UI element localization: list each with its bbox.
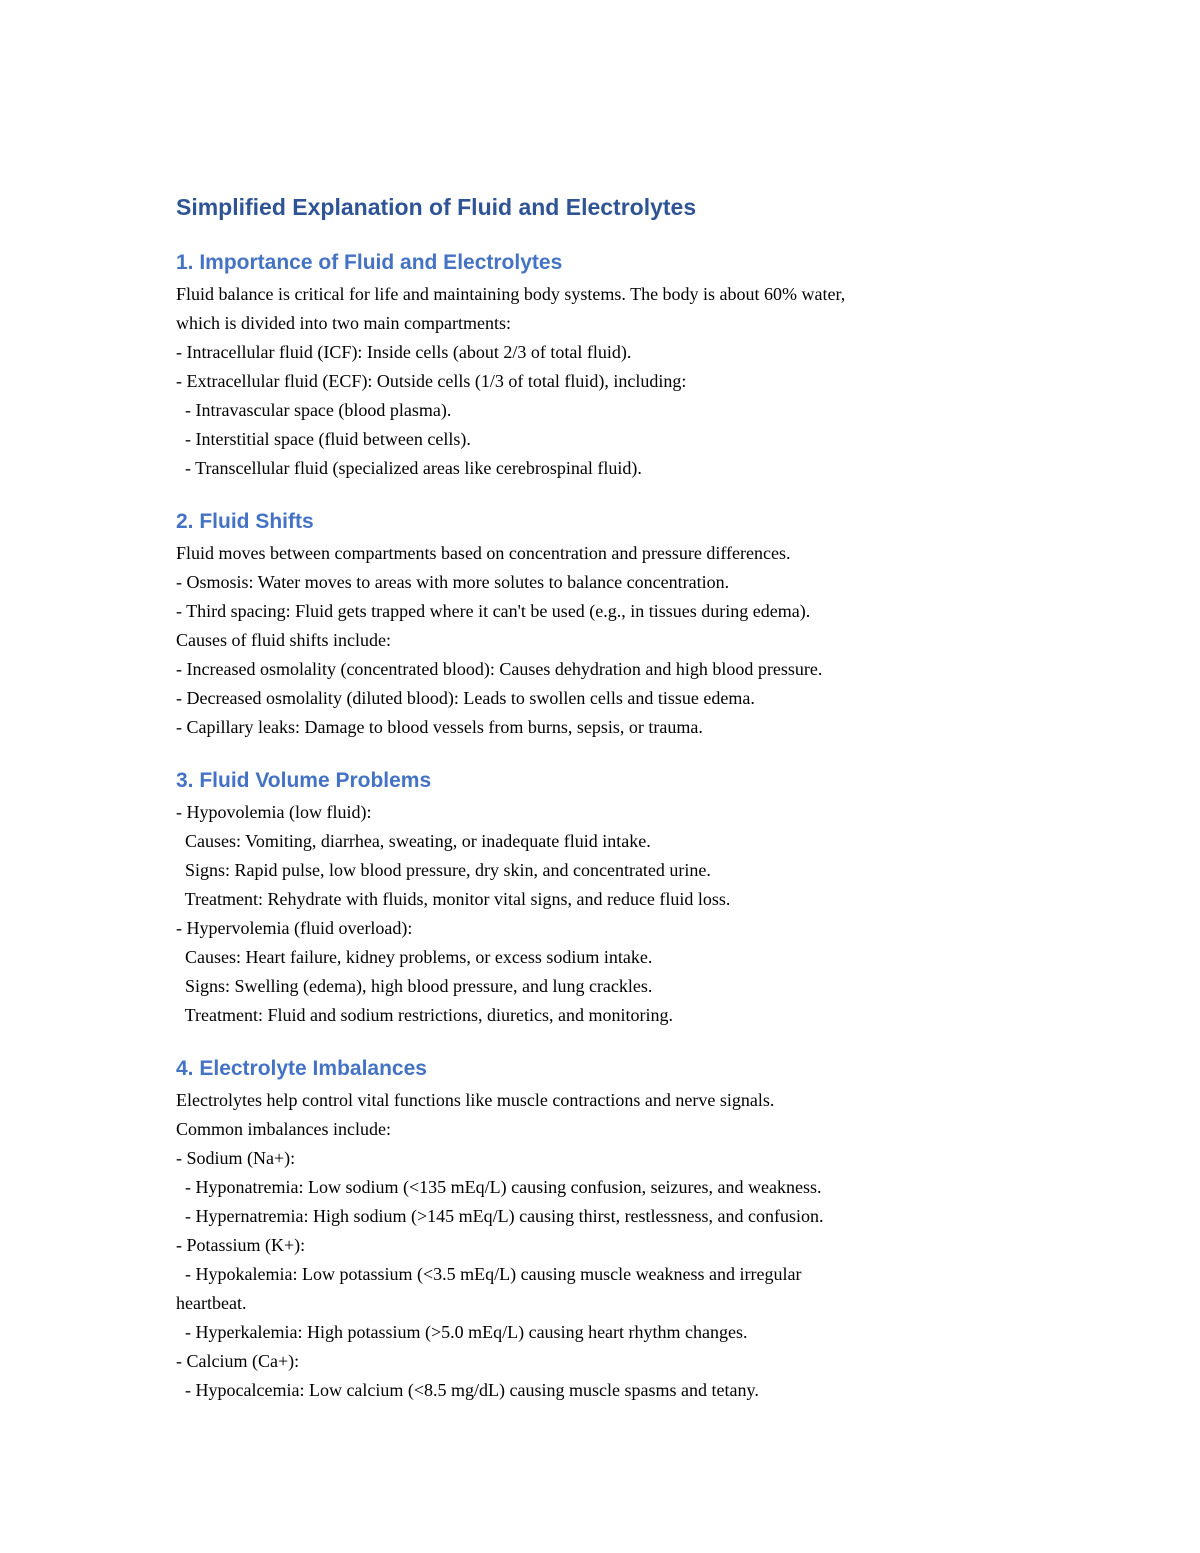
sub-bullet-line: - Hyperkalemia: High potassium (>5.0 mEq/L) causing heart rhythm changes. [176, 1322, 748, 1342]
detail-line: Causes: Heart failure, kidney problems, or excess sodium intake. [176, 947, 653, 967]
section-heading: 2. Fluid Shifts [176, 510, 314, 533]
bullet-line: - Osmosis: Water moves to areas with more solutes to balance concentration. [176, 572, 730, 592]
section-fluid-shifts [176, 505, 1056, 742]
detail-line: Causes: Vomiting, diarrhea, sweating, or inadequate fluid intake. [176, 831, 651, 851]
bullet-line: - Intracellular fluid (ICF): Inside cells (about 2/3 of total fluid). [176, 342, 632, 362]
bullet-line: - Hypovolemia (low fluid): [176, 802, 372, 822]
bullet-line: - Calcium (Ca+): [176, 1351, 300, 1371]
sub-bullet-line: - Hypernatremia: High sodium (>145 mEq/L) causing thirst, restlessness, and confusion. [176, 1206, 824, 1226]
body-line: Common imbalances include: [176, 1119, 391, 1139]
sub-bullet-line: - Hypokalemia: Low potassium (<3.5 mEq/L) causing muscle weakness and irregular [176, 1264, 802, 1284]
sub-bullet-line: - Transcellular fluid (specialized areas like cerebrospinal fluid). [176, 458, 642, 478]
document-content [176, 188, 1056, 1405]
sub-bullet-line: - Hyponatremia: Low sodium (<135 mEq/L) causing confusion, seizures, and weakness. [176, 1177, 822, 1197]
section-importance [176, 246, 1056, 483]
body-line: which is divided into two main compartments: [176, 313, 511, 333]
bullet-line: - Increased osmolality (concentrated blood): Causes dehydration and high blood pressure. [176, 659, 823, 679]
bullet-line: - Sodium (Na+): [176, 1148, 296, 1168]
detail-line: Treatment: Rehydrate with fluids, monitor vital signs, and reduce fluid loss. [176, 889, 731, 909]
bullet-line: - Hypervolemia (fluid overload): [176, 918, 413, 938]
sub-bullet-line: - Hypocalcemia: Low calcium (<8.5 mg/dL) causing muscle spasms and tetany. [176, 1380, 759, 1400]
continuation-line: heartbeat. [176, 1293, 247, 1313]
body-line: Causes of fluid shifts include: [176, 630, 391, 650]
bullet-line: - Extracellular fluid (ECF): Outside cells (1/3 of total fluid), including: [176, 371, 687, 391]
body-line: Fluid moves between compartments based on concentration and pressure differences. [176, 543, 791, 563]
sub-bullet-line: - Interstitial space (fluid between cells). [176, 429, 471, 449]
body-line: Electrolytes help control vital functions like muscle contractions and nerve signals. [176, 1090, 775, 1110]
section-electrolyte-imbalances [176, 1052, 1056, 1405]
bullet-line: - Decreased osmolality (diluted blood): Leads to swollen cells and tissue edema. [176, 688, 755, 708]
document-title: Simplified Explanation of Fluid and Electrolytes [176, 194, 697, 220]
bullet-line: - Potassium (K+): [176, 1235, 306, 1255]
sub-bullet-line: - Intravascular space (blood plasma). [176, 400, 452, 420]
detail-line: Signs: Swelling (edema), high blood pressure, and lung crackles. [176, 976, 653, 996]
bullet-line: - Third spacing: Fluid gets trapped where it can't be used (e.g., in tissues during edema). [176, 601, 811, 621]
section-heading: 4. Electrolyte Imbalances [176, 1057, 427, 1080]
section-heading: 3. Fluid Volume Problems [176, 769, 432, 792]
section-fluid-volume-problems [176, 764, 1056, 1030]
detail-line: Signs: Rapid pulse, low blood pressure, dry skin, and concentrated urine. [176, 860, 711, 880]
detail-line: Treatment: Fluid and sodium restrictions, diuretics, and monitoring. [176, 1005, 673, 1025]
bullet-line: - Capillary leaks: Damage to blood vessels from burns, sepsis, or trauma. [176, 717, 703, 737]
body-line: Fluid balance is critical for life and maintaining body systems. The body is about 60% water, [176, 284, 846, 304]
section-heading: 1. Importance of Fluid and Electrolytes [176, 251, 563, 274]
